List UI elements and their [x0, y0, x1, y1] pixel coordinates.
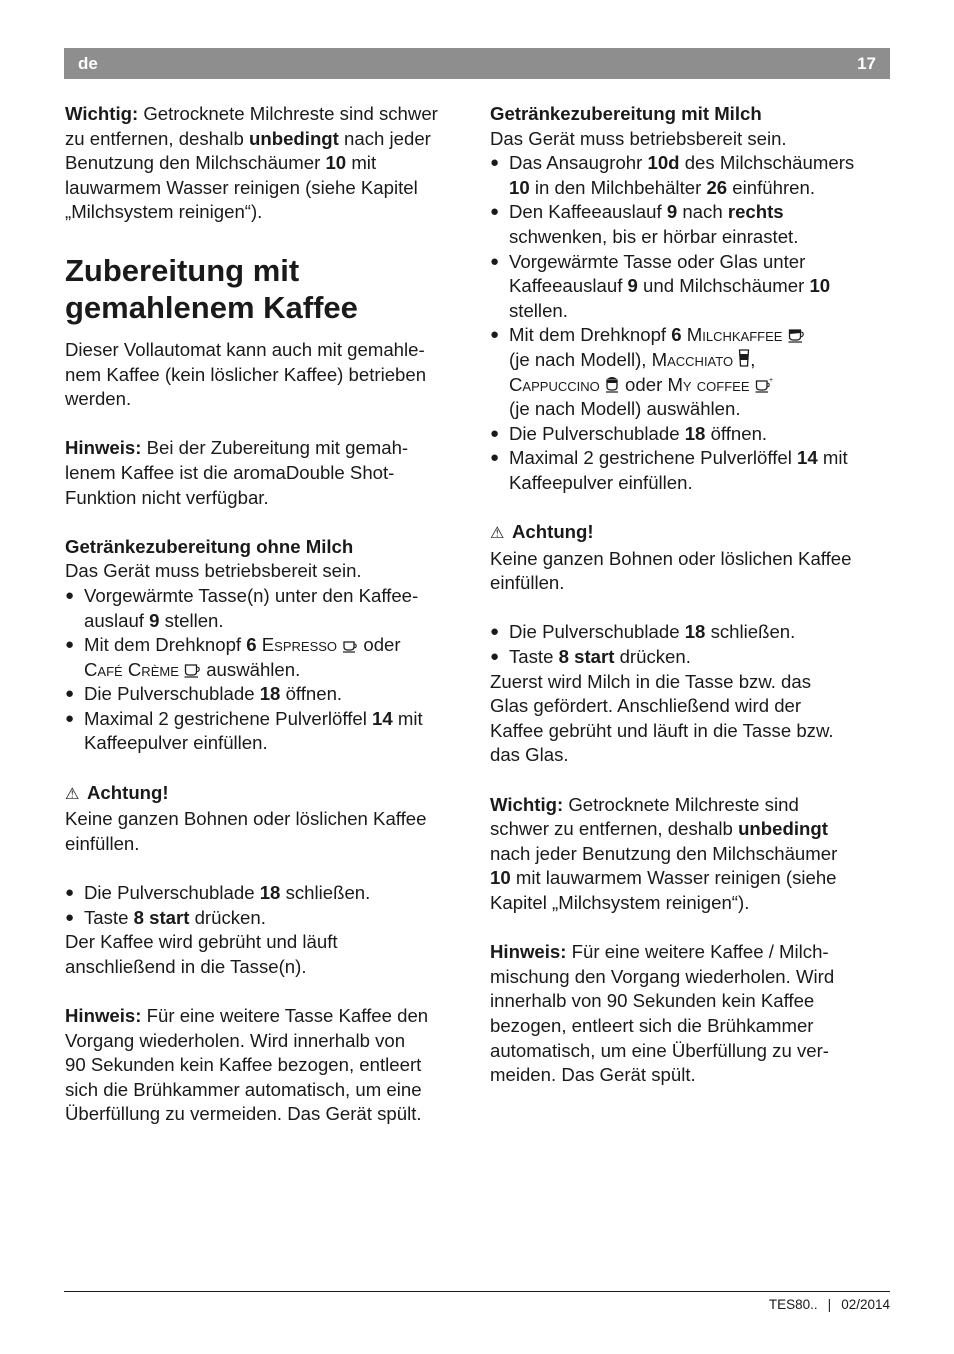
- subheading-with-milk: Getränkezubereitung mit Milch: [490, 103, 762, 124]
- milchkaffee-icon: [788, 328, 805, 343]
- warning-icon: ⚠: [490, 525, 505, 543]
- list-item: ● Taste 8 start drücken.: [65, 906, 266, 928]
- important-note-2: Wichtig: Getrocknete Milchreste sind schwer zu entfernen, deshalb unbedingt nach jeder Benutzung den Milchschäumer 10 mit lauwarmem Wasser reinigen (siehe Kapitel „Milchsystem reinigen“).: [490, 793, 838, 913]
- list-item: ● Maximal 2 gestrichene Pulverlöffel 14 mit Kaffeepulver einfüllen.: [490, 447, 848, 493]
- model-number: TES80..: [768, 1297, 818, 1312]
- language-code: de: [78, 54, 98, 73]
- list-item: ● Vorgewärmte Tasse oder Glas unter Kaffeeauslauf 9 und Milchschäumer 10 stellen.: [490, 250, 831, 321]
- ready-text: Das Gerät muss betriebsbereit sein.: [490, 127, 787, 149]
- warning-heading: ⚠ Achtung!: [490, 520, 890, 547]
- list-item: ● Maximal 2 gestrichene Pulverlöffel 14 mit Kaffeepulver einfüllen.: [65, 707, 423, 754]
- hint-note-1: Hinweis: Bei der Zubereitung mit gemah- lenem Kaffee ist die aromaDouble Shot- Funktion nicht verfügbar.: [65, 437, 409, 508]
- ready-text: Das Gerät muss betriebsbereit sein.: [65, 560, 362, 582]
- my-coffee-icon: [755, 377, 773, 393]
- subheading-without-milk: Getränkezubereitung ohne Milch: [65, 535, 354, 557]
- result-text: Zuerst wird Milch in die Tasse bzw. das Glas gefördert. Anschließend wird der Kaffee gebrüht und läuft in die Tasse bzw. das Glas.: [490, 670, 834, 766]
- intro-text: Dieser Vollautomat kann auch mit gemahle- nem Kaffee (kein löslicher Kaffee) betrieben werden.: [65, 338, 427, 410]
- warning-heading: ⚠ Achtung!: [65, 781, 465, 808]
- right-column: [490, 102, 890, 1088]
- list-item: ● Die Pulverschublade 18 öffnen.: [490, 422, 768, 444]
- list-item: ● Die Pulverschublade 18 schließen.: [490, 621, 796, 643]
- cappuccino-icon: [605, 376, 620, 393]
- list-item: ● Die Pulverschublade 18 schließen.: [65, 882, 371, 904]
- important-note-1: Wichtig: Getrocknete Milchreste sind schwer zu entfernen, deshalb unbedingt nach jeder Benutzung den Milchschäumer 10 mit lauwarmem Wasser reinigen (siehe Kapitel „Milchsystem reinigen“).: [65, 103, 438, 223]
- espresso-cup-icon: [342, 639, 358, 653]
- list-item: ● Die Pulverschublade 18 öffnen.: [65, 683, 343, 705]
- warning-text: Keine ganzen Bohnen oder löslichen Kaffee einfüllen.: [490, 547, 852, 594]
- cafe-creme-cup-icon: [184, 663, 201, 678]
- warning-text: Keine ganzen Bohnen oder löslichen Kaffee einfüllen.: [65, 808, 427, 854]
- footer-divider: [64, 1291, 890, 1292]
- page-header-bar: [64, 48, 890, 79]
- macchiato-glass-icon: [738, 349, 750, 368]
- page-number: 17: [857, 54, 876, 73]
- warning-icon: ⚠: [65, 785, 80, 803]
- list-item: ● Das Ansaugrohr 10d des Milchschäumers 10 in den Milchbehälter 26 einführen.: [490, 152, 855, 198]
- publication-date: 02/2014: [841, 1297, 890, 1312]
- list-item: ● Mit dem Drehknopf 6 Espresso oder Café Crème auswählen.: [65, 634, 401, 680]
- list-item: ● Vorgewärmte Tasse(n) unter den Kaffee- auslauf 9 stellen.: [65, 584, 419, 631]
- hint-note-2: Hinweis: Für eine weitere Tasse Kaffee den Vorgang wiederholen. Wird innerhalb von 90 Sekunden kein Kaffee bezogen, entleert sich die Brühkammer automatisch, um eine Überfüllung zu vermeiden. Das Gerät spült.: [65, 1005, 429, 1125]
- hint-note-3: Hinweis: Für eine weitere Kaffee / Milch- mischung den Vorgang wiederholen. Wird innerhalb von 90 Sekunden kein Kaffee bezogen, entleert sich die Brühkammer automatisch, um eine Überfüllung zu ver- meiden. Das Gerät spült.: [490, 941, 835, 1086]
- result-text: Der Kaffee wird gebrüht und läuft anschließend in die Tasse(n).: [65, 931, 338, 977]
- page-footer: [769, 1297, 890, 1312]
- list-item: ● Den Kaffeeauslauf 9 nach rechts schwenken, bis er hörbar einrastet.: [490, 201, 799, 247]
- svg-text:+: +: [768, 376, 773, 384]
- left-column: [65, 102, 465, 1127]
- footer-separator: |: [827, 1297, 832, 1312]
- list-item: ● Taste 8 start drücken.: [490, 646, 691, 668]
- section-title: Zubereitung mit gemahlenem Kaffee: [65, 252, 358, 326]
- list-item: ● Mit dem Drehknopf 6 Milchkaffee (je nach Modell), Macchiato , Cappuccino oder My coffee + (je nach Modell) auswählen.: [490, 323, 890, 421]
